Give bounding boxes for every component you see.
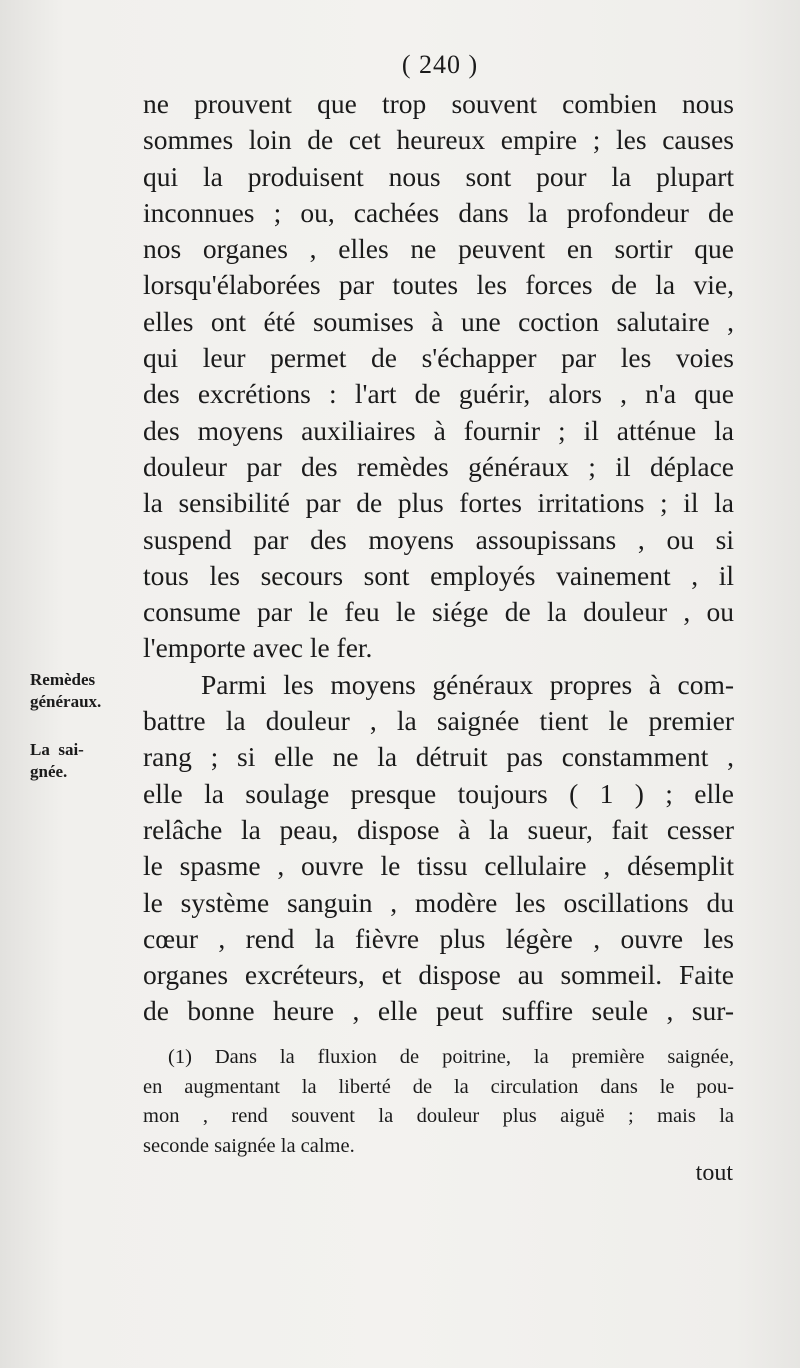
text-line: battre la douleur , la saignée tient le premier [143,705,734,737]
text-line: organes excréteurs, et dispose au sommeil. Faite [143,959,734,991]
text-line: suspend par des moyens assoupissans , ou si [143,523,734,555]
footnote-line: en augmentant la liberté de la circulation dans le pou- [143,1075,734,1098]
text-line: la sensibilité par de plus fortes irritations ; il la [143,487,734,519]
text-line: nos organes , elles ne peuvent en sortir que [143,233,734,265]
text-line: inconnues ; ou, cachées dans la profondeur de [143,196,734,228]
margin-note-la-saignee [30,739,130,783]
footnote-line: mon , rend souvent la douleur plus aiguë ; mais la [143,1105,734,1128]
footnote-line: (1) Dans la fluxion de poitrine, la première saignée, [168,1046,734,1068]
text-line: ne prouvent que trop souvent combien nous [143,88,734,119]
footnote-line: seconde saignée la calme. [143,1134,355,1157]
text-line: elle la soulage presque toujours ( 1 ) ; elle [143,777,734,809]
margin-note-line: gnée. [30,762,68,781]
text-line: de bonne heure , elle peut suffire seule , sur- [143,995,734,1027]
text-line: consume par le feu le siége de la douleur , ou [143,596,734,628]
margin-note-line: Remèdes [30,670,96,689]
text-line: rang ; si elle ne la détruit pas constamment , [143,741,734,773]
text-line: elles ont été soumises à une coction salutaire , [143,305,734,337]
text-line: relâche la peau, dispose à la sueur, fait cesser [143,813,734,845]
text-line: lorsqu'élaborées par toutes les forces de la vie, [143,269,734,301]
text-line: l'emporte avec le fer. [143,632,373,664]
margin-note-line: La sai- [30,740,84,759]
text-line: qui la produisent nous sont pour la plupart [143,160,734,192]
main-text [143,86,734,1030]
text-line: le spasme , ouvre le tissu cellulaire , désemplit [143,850,734,882]
text-line: douleur par des remèdes généraux ; il déplace [143,450,734,482]
margin-note-remedes-generaux [30,669,130,713]
page-number: ( 240 ) [401,50,479,79]
text-line: le système sanguin , modère les oscillations du [143,886,734,918]
catchword: tout [695,1160,733,1186]
text-line: des moyens auxiliaires à fournir ; il atténue la [143,414,734,446]
text-line: sommes loin de cet heureux empire ; les causes [143,124,734,156]
text-line: cœur , rend la fièvre plus légère , ouvre les [143,922,734,954]
paragraph-start-line: Parmi les moyens généraux propres à com- [201,668,734,700]
margin-note-line: généraux. [30,692,102,711]
text-line: qui leur permet de s'échapper par les voies [143,342,734,374]
text-line: des excrétions : l'art de guérir, alors , n'a que [143,378,734,410]
text-line: tous les secours sont employés vainement , il [143,559,734,591]
footnote [143,1043,734,1161]
